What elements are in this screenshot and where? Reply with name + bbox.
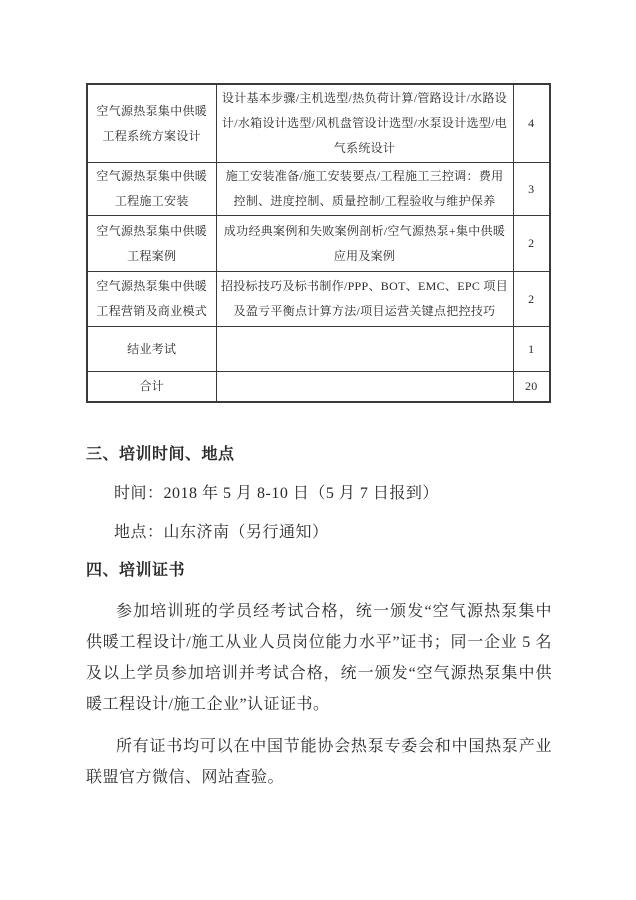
- total-hours-cell: 20: [513, 372, 550, 402]
- course-hours-cell: 3: [513, 163, 550, 216]
- course-content-cell: 设计基本步骤/主机选型/热负荷计算/管路设计/水路设计/水箱设计选型/风机盘管设计选型/水泵设计选型/电气系统设计: [216, 84, 513, 163]
- course-name-cell: 空气源热泵集中供暖工程施工安装: [87, 163, 216, 216]
- certificate-verification-paragraph: 所有证书均可以在中国节能协会热泵专委会和中国热泵产业联盟官方微信、网站查验。: [86, 737, 552, 786]
- total-label-cell: 合计: [87, 372, 216, 402]
- course-name-cell: 结业考试: [87, 327, 216, 372]
- course-schedule-table: [86, 83, 551, 403]
- course-content-cell: [216, 327, 513, 372]
- table-row: [87, 372, 550, 402]
- course-name-cell: 空气源热泵集中供暖工程案例: [87, 216, 216, 272]
- course-content-cell: [216, 372, 513, 402]
- table-row: [87, 163, 550, 216]
- course-content-cell: 招投标技巧及标书制作/PPP、BOT、EMC、EPC 项目及盈亏平衡点计算方法/项目运营关键点把控技巧: [216, 272, 513, 327]
- course-hours-cell: 2: [513, 272, 550, 327]
- table-row: [87, 272, 550, 327]
- table-row: [87, 327, 550, 372]
- course-name-cell: 空气源热泵集中供暖工程系统方案设计: [87, 84, 216, 163]
- training-place-line: 地点：山东济南（另行通知）: [114, 523, 329, 541]
- section-heading-training-time: 三、培训时间、地点: [86, 445, 235, 463]
- certificate-paragraph: 参加培训班的学员经考试合格，统一颁发“空气源热泵集中供暖工程设计/施工从业人员岗位能力水平”证书；同一企业 5 名及以上学员参加培训并考试合格，统一颁发“空气源热泵集中供暖工程设计/施工企业”认证证书。: [86, 602, 552, 713]
- course-hours-cell: 1: [513, 327, 550, 372]
- training-time-line: 时间：2018 年 5 月 8-10 日（5 月 7 日报到）: [114, 484, 439, 502]
- section-heading-certificate: 四、培训证书: [86, 561, 186, 579]
- table-row: [87, 216, 550, 272]
- page-content: [86, 83, 552, 793]
- course-content-cell: 成功经典案例和失败案例剖析/空气源热泵+集中供暖应用及案例: [216, 216, 513, 272]
- table-row: [87, 84, 550, 163]
- course-hours-cell: 4: [513, 84, 550, 163]
- course-hours-cell: 2: [513, 216, 550, 272]
- course-name-cell: 空气源热泵集中供暖工程营销及商业模式: [87, 272, 216, 327]
- course-content-cell: 施工安装准备/施工安装要点/工程施工三控调：费用控制、进度控制、质量控制/工程验收与维护保养: [216, 163, 513, 216]
